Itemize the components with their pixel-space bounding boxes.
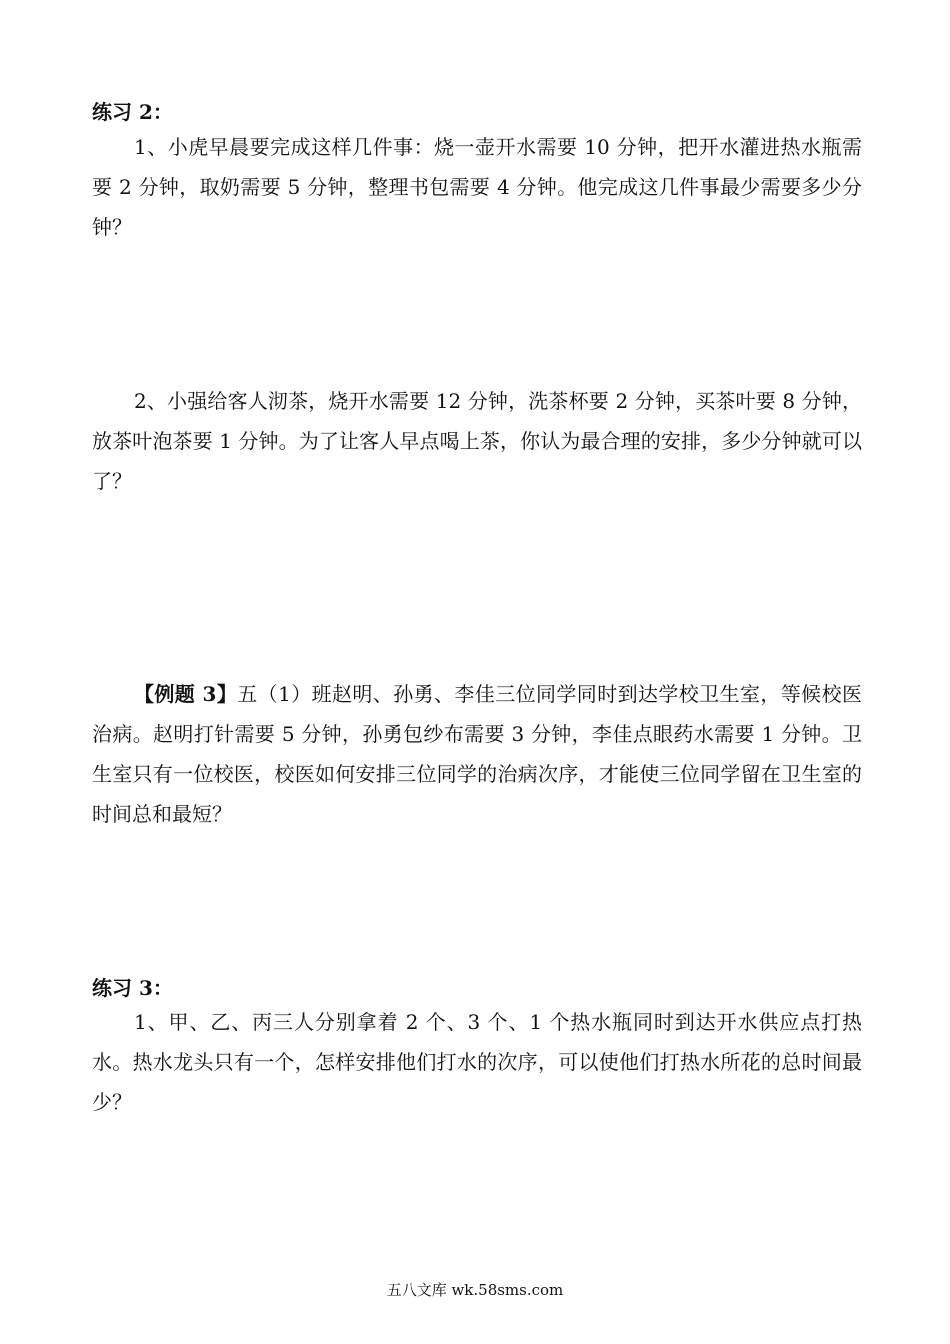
example3-text: 五（1）班赵明、孙勇、李佳三位同学同时到达学校卫生室，等候校医治病。赵明打针需要 5 分钟，孙勇包纱布需要 3 分钟，李佳点眼药水需要 1 分钟。卫生室只有一位校医，校医如何安排三位同学的治病次序，才能使三位同学留在卫生室的时间总和最短？ [92,682,862,826]
practice3-question-1: 1、甲、乙、丙三人分别拿着 2 个、3 个、1 个热水瓶同时到达开水供应点打热水。热水龙头只有一个，怎样安排他们打水的次序，可以使他们打热水所花的总时间最少？ [92,1010,862,1114]
practice2-question-1: 1、小虎早晨要完成这样几件事：烧一壶开水需要 10 分钟，把开水灌进热水瓶需要 2 分钟，取奶需要 5 分钟，整理书包需要 4 分钟。他完成这几件事最少需要多少分钟？ [92,135,862,239]
practice3-heading: 练习 3： [92,976,173,1000]
practice2-heading: 练习 2： [92,100,173,124]
practice2-question-2: 2、小强给客人沏茶，烧开水需要 12 分钟，洗茶杯要 2 分钟，买茶叶要 8 分钟，放茶叶泡茶要 1 分钟。为了让客人早点喝上茶，你认为最合理的安排，多少分钟就可以了？ [92,389,862,493]
example3-paragraph [92,674,862,834]
example3-label: 【例题 3】 [134,682,238,706]
page-footer: 五八文库 wk.58sms.com [386,1281,564,1299]
